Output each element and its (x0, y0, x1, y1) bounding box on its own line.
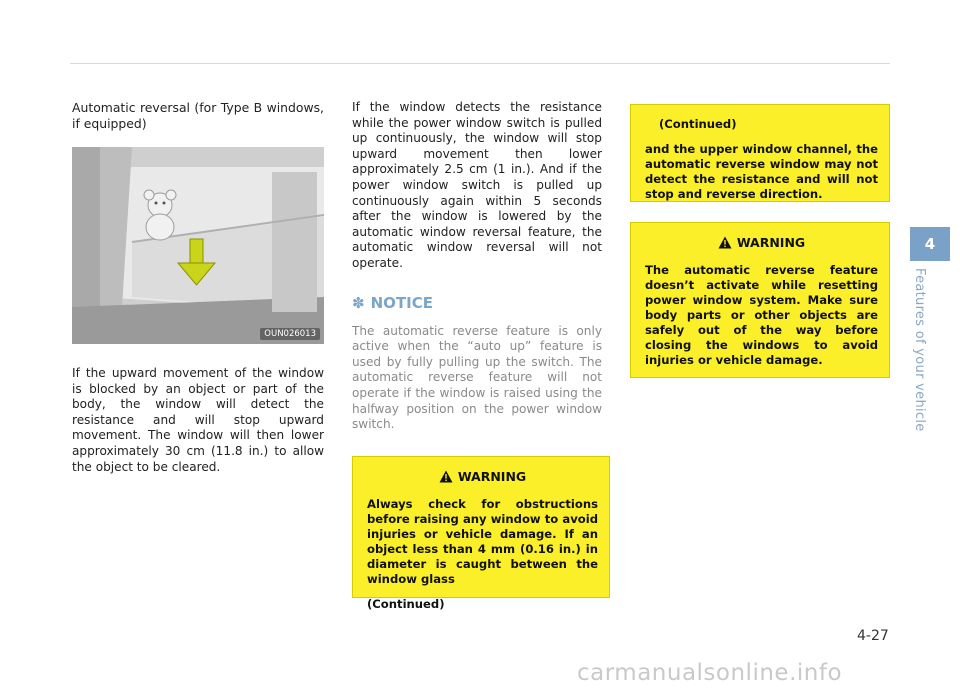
warning-box-obstructions (352, 456, 610, 611)
warning-heading (367, 469, 598, 484)
warning-title-2: WARNING (736, 235, 806, 250)
car-window-figure (72, 147, 324, 344)
warning-triangle-icon (439, 470, 453, 483)
continued-label: (Continued) (367, 597, 445, 611)
chapter-tab[interactable]: 4 (910, 227, 950, 261)
notice-text: The automatic reverse feature is only active when the “auto up” feature is used by fully pulling up the switch. The automatic reverse feature will not operate if the window is raised using the halfway position on the power window switch. (352, 323, 602, 432)
window-illustration (72, 147, 324, 344)
continued-label-top: (Continued) (659, 117, 737, 131)
page-number: 4-27 (857, 628, 889, 644)
warning-box-reset (630, 222, 890, 378)
figure-code: OUN026013 (260, 328, 320, 340)
resistance-paragraph: If the window detects the resistance while the power window switch is pulled up continuously, the window will stop upward movement then lower approximately 2.5 cm (1 in.). And if the power window switch is pulled up continuously again within 5 seconds after the window is lowered by the automatic window reversal feature, the automatic window reversal will not operate. (352, 100, 602, 270)
warning-title: WARNING (457, 469, 527, 484)
chapter-title: Features of your vehicle (912, 268, 927, 432)
warning-text-2: The automatic reverse feature doesn’t activate while resetting power window system. Make sure body parts or other objects are safely out of the way before closing the windows to avoid injuries or vehicle damage. (645, 263, 878, 367)
watermark-text: carmanualsonline.info (577, 660, 843, 686)
warning-heading-2 (645, 235, 878, 250)
asterisk-icon: ✽ (352, 293, 365, 312)
column-1 (72, 100, 324, 475)
continued-warning-text: and the upper window channel, the automatic reverse window may not detect the resistance and will not stop and reverse direction. (645, 142, 878, 201)
warning-continued-box (630, 104, 890, 202)
warning-text: Always check for obstructions before raising any window to avoid injuries or vehicle damage. If an object less than 4 mm (0.16 in.) in diameter is caught between the window glass (367, 497, 598, 586)
column-2 (352, 100, 602, 433)
warning-triangle-icon (718, 236, 732, 249)
top-divider (70, 63, 890, 64)
automatic-reversal-paragraph: If the upward movement of the window is blocked by an object or part of the body, the window will detect the resistance and will stop upward movement. The window will then lower approximately 30 cm (11.8 in.) to allow the object to be cleared. (72, 366, 324, 474)
notice-title: NOTICE (370, 293, 433, 312)
section-heading: Automatic reversal (for Type B windows, if equipped) (72, 100, 324, 131)
notice-heading (352, 294, 602, 312)
